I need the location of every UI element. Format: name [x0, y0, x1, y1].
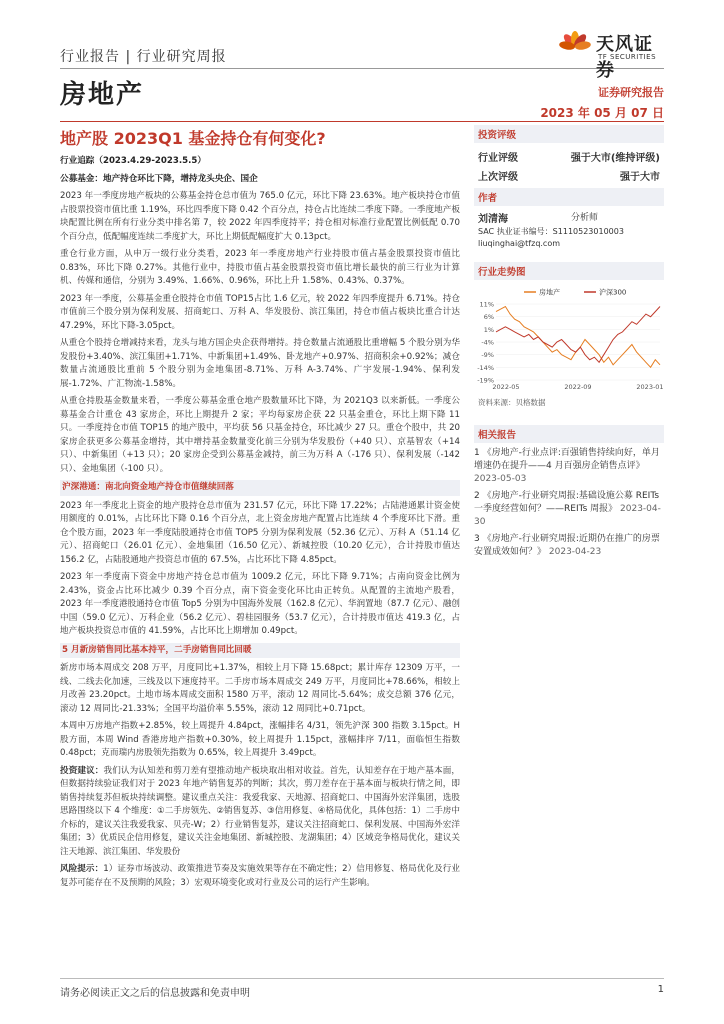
paragraph: 重仓行业方面，从申万一级行业分类看，2023 年一季度房地产行业持股市值占基金股票投资市值比 0.83%，环比下降 0.27%。其他行业中，持股市值占基金股票投资市值比增长最快的前三行业为计算机、传媒和通信，分别为 3.49%、1.66%、0.96%，环比上升 1.58%、0.43%、0.37%。: [60, 249, 460, 286]
company-logo: [558, 28, 668, 81]
author-heading: 作者: [474, 188, 664, 206]
related-report-item[interactable]: [474, 447, 664, 486]
y-tick-label: 11%: [479, 300, 494, 309]
trend-chart-box: [474, 262, 664, 408]
page-number: 1: [657, 984, 664, 995]
paragraph: 本周申万房地产指数+2.85%，较上周提升 4.84pct，涨幅排名 4/31，领先沪深 300 指数 3.15pct。H 股方面，本周 Wind 香港房地产指数+0.30%，较上周提升 1.15pct，涨幅排序 7/11，面临恒生指数 0.48pct；克而瑞内房股领先指数为 0.65%，较上周提升 3.49pct。: [60, 721, 460, 758]
paragraph: 2023 年一季度，公募基金重仓股持仓市值 TOP15占比 1.6 亿元，较 2022 年四季度提升 6.71%。持仓市值前三个股分别为保利发展、招商蛇口、万科 A、华发股份、滨江集团，持仓市值占板块比重合计达 47.29%，环比下降-3.05pct。: [60, 293, 460, 331]
rating-value: 强于大市(维持评级): [570, 153, 660, 164]
rating-heading: 投资评级: [474, 125, 664, 143]
related-report-date: 2023-04-23: [548, 547, 602, 557]
footer-disclaimer: 请务必阅读正文之后的信息披露和免责申明: [60, 988, 250, 999]
paragraph: 2023 年一季度北上资金的地产股持仓总市值为 231.57 亿元，环比下降 17.22%；占陆港通累计资金使用额度的 0.01%，占比环比下降 0.16 个百分点，北上资金房地产配置占比连续 4 个季度环比下滑。重仓个股方面，2023 年一季度陆股通持仓市值 TOP5 分别为保利发展（52.36 亿元）、万科 A（51.14 亿元）、招商蛇口（26.01 亿元）、金地集团（16.50 亿元）、新城控股（10.20 亿元），合计持股市值达 156.2 亿，占陆股通地产投资总市值的 67.5%，占比环比下降 4.85pct。: [60, 500, 460, 565]
x-tick-label: 2023-01: [636, 383, 664, 391]
related-report-item[interactable]: [474, 490, 664, 529]
series-line-csi300: [496, 307, 660, 363]
report-title: 地产股 2023Q1 基金持仓有何变化?: [60, 129, 326, 148]
related-report-date: 2023-04-30: [474, 504, 661, 527]
rating-label: 行业评级: [478, 153, 518, 164]
author-box: [474, 188, 664, 249]
author-name: 刘清海: [478, 214, 508, 225]
y-tick-label: -9%: [481, 351, 494, 360]
investment-label: 投资建议：: [60, 765, 104, 776]
y-tick-label: 1%: [483, 325, 494, 334]
related-report-date: 2023-05-03: [474, 474, 527, 484]
main-body: [60, 155, 460, 894]
legend-label: 沪深300: [599, 288, 627, 297]
logo-text-cn: 天风证券: [596, 34, 653, 81]
prev-rating-label: 上次评级: [478, 172, 518, 183]
logo-petals-icon: [558, 30, 592, 64]
related-reports: [474, 425, 664, 563]
paragraph-investment: [60, 765, 460, 860]
trend-chart: [474, 282, 664, 397]
header-divider: [60, 68, 664, 69]
section-heading-sales: 5 月新房销售同比基本持平，二手房销售同比回暖: [60, 643, 460, 659]
rating-box: [474, 125, 664, 185]
report-type: 证券研究报告: [598, 86, 664, 99]
prev-rating-value: 强于大市: [620, 172, 660, 183]
x-tick-label: 2022-05: [492, 383, 520, 391]
section-heading-funds: 公募基金：地产持仓环比下降，增持龙头央企、国企: [60, 173, 258, 184]
paragraph: 新房市场本周成交 208 万平，月度同比+1.37%，相较上月下降 15.68pct；累计库存 12309 万平，一线、二线去化加速，三线及以下速度持平。二手房市场本周成交 249 万平，月度同比+78.66%，相较上月改善 23.20pct。土地市场本周成交面积 1580 万平，滚动 12 周同比-5.64%；成交总额 376 亿元，滚动 12 周同比-21.33%；全国平均溢价率 5.55%，滚动 12 周同比+0.71pct。: [60, 663, 460, 714]
investment-text: 我们认为认知差和剪刀差有望推动地产板块取出相对收益。首先，认知差存在于地产基本面，但数据持续验证我们对于 2023 年地产销售复苏的判断；其次，剪刀差存在于基本面与板块行情之间，即销售持续复苏但板块持续调整。建议重点关注：我爱我家、天地源、招商蛇口、中国海外宏洋集团，选股思路围绕以下 4 个维度：①二手房领先、②销售复苏、③信用修复、④格局优化，具体包括：1）二手房中介标的，建议关注我爱我家、贝壳-W；2）行业销售复苏，建议关注招商蛇口、保利发展、中国海外宏洋集团；3）优质民企信用修复，建议关注金地集团、新城控股、龙湖集团；4）区域竞争格局优化，建议关注天地源、滨江集团、华发股份: [60, 765, 460, 857]
author-sac: SAC 执业证书编号：S1110523010003: [478, 227, 624, 236]
paragraph-risk: [60, 863, 460, 890]
paragraph: 2023 年一季度南下资金中房地产持仓总市值为 1009.2 亿元，环比下降 9.71%；占南向资金比例为 2.43%，资金占比环比减少 0.39 个百分点，南下资金变化环比由正转负。从配置的主流地产股看，2023 年一季度港股通持仓市值 Top5 分别为中国海外发展（162.8 亿元）、华润置地（87.7 亿元）、融创中国（59.0 亿元）、万科企业（56.2 亿元）、碧桂园服务（53.7 亿元），合计持股市值达 419.3 亿，占地产板块投资总市值的 41.59%，占比环比上期增加 0.49pct。: [60, 572, 461, 636]
risk-label: 风险提示：: [60, 864, 104, 874]
y-tick-label: 6%: [483, 313, 494, 322]
related-report-title[interactable]: 3 《房地产-行业研究周报:近期仍在推广的房票安置成效如何？》: [474, 534, 660, 557]
footer-divider: [60, 978, 664, 979]
y-tick-label: -4%: [481, 338, 494, 347]
trend-heading: 行业走势图: [474, 262, 664, 280]
logo-text-en: TF SECURITIES: [598, 53, 657, 61]
paragraph: 从重仓个股持仓增减持来看，龙头与地方国企央企获得增持。持仓数量占流通股比重增幅 5 个股分别为华发股份+3.40%、滨江集团+1.71%、中新集团+1.49%、卧龙地产+0.97%、招商积余+0.92%；减仓数量占流通股比重前 5 个股分别为金地集团-8.71%、万科 A-3.74%、广宇发展-1.94%、保利发展-1.72%、广汇物流-1.58%。: [60, 338, 460, 389]
legend-label: 房地产: [539, 288, 560, 297]
related-heading: 相关报告: [474, 425, 664, 443]
author-email[interactable]: liuqinghai@tfzq.com: [478, 239, 561, 248]
paragraph: 从重仓持股基金数量来看，一季度公募基金重仓地产股数量环比下降，为 2021Q3 以来新低。一季度公募基金合计重仓 43 家房企，环比上期提升 2 家；平均每家房企获 22 只基金重仓，环比上期下降 11 只。一季度持仓市值 TOP15 的地产股中，平均获 56 只基金持仓，环比减少 27 只。重仓个股中，共 20 家房企获更多公募基金增持，其中增持基金数量变化前三分别为华发股份（+40 只）、京基智农（+14 只）、中新集团（+13 只）；20 家房企受到公募基金减持，前三为万科 A（-176 只）、保利发展（-142 只）、金地集团（-100 只）。: [60, 396, 460, 474]
y-tick-label: -19%: [477, 376, 494, 385]
related-report-title[interactable]: 1 《房地产-行业点评:百强销售持续向好，单月增速仍在提升——4 月百强房企销售点评》: [474, 448, 660, 471]
chart-source: 资料来源：贝格数据: [478, 398, 546, 407]
related-report-item[interactable]: [474, 533, 664, 559]
report-date: 2023 年 05 月 07 日: [540, 106, 664, 120]
doc-type-label: 行业报告 | 行业研究周报: [60, 49, 227, 65]
risk-text: 1）证券市场波动、政策推进节奏及实施效果等存在不确定性；2）信用修复、格局优化及行业复苏可能存在不及预期的风险；3）宏观环境变化或对行业及公司的运行产生影响。: [60, 864, 460, 888]
x-tick-label: 2022-09: [564, 383, 592, 391]
series-line-real-estate: [496, 307, 660, 368]
date-divider: [60, 121, 664, 122]
paragraph: 2023 年一季度房地产板块的公募基金持仓总市值为 765.0 亿元，环比下降 23.63%。地产板块持仓市值占股票投资市值比重 1.19%，环比四季度下降 0.42 个百分点，持仓占比连续二季度下降。一季度地产板块配置比例在所有行业分类中排名第 7，较 2022 年四季度持平；持仓相对标准行业配置比例低配 0.70 个百分点，低配幅度连续二季度扩大，环比上期低配幅度扩大 0.13pct。: [60, 191, 460, 242]
author-role: 分析师: [570, 213, 598, 223]
tracking-period: 行业追踪（2023.4.29-2023.5.5）: [60, 156, 206, 166]
section-heading-connect: 沪深港通：南北向资金地产持仓市值继续回落: [60, 480, 460, 496]
y-tick-label: -14%: [477, 363, 494, 372]
related-report-title[interactable]: 2 《房地产-行业研究周报:基础设施公募 REITs 一季度经营如何？——REITs 周报》: [474, 491, 660, 514]
sector-title: 房地产: [60, 80, 145, 110]
